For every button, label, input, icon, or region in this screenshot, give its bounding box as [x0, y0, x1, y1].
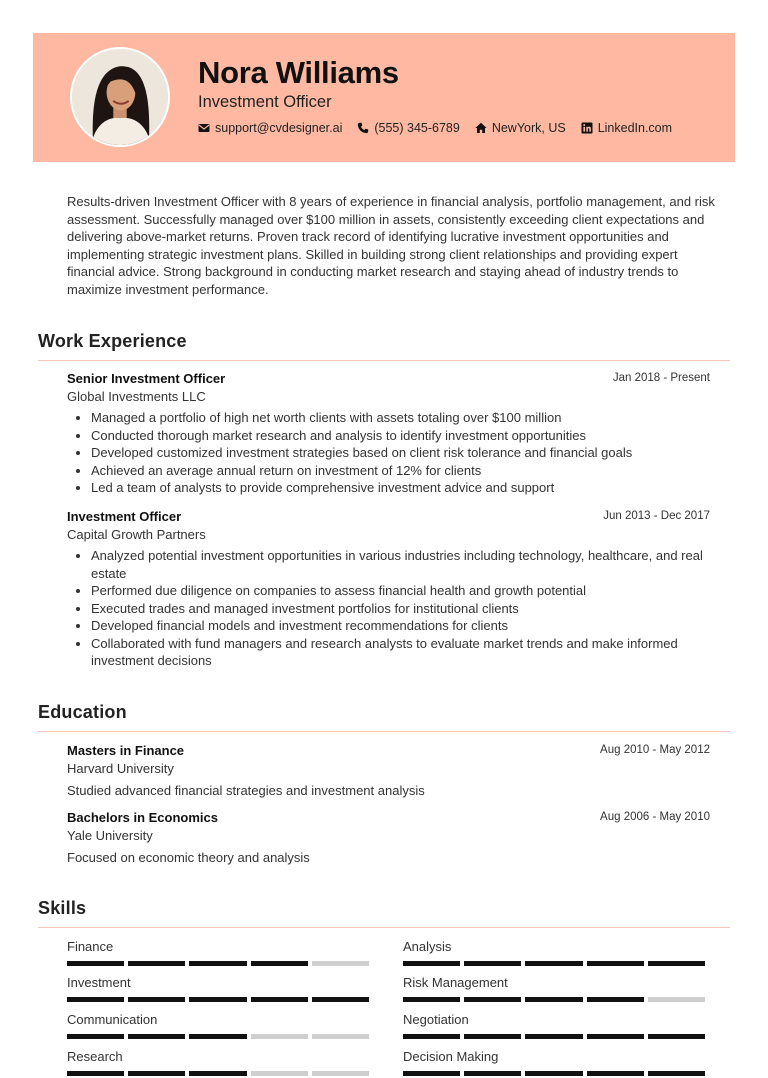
phone-icon: [357, 122, 369, 134]
education-entry: [67, 742, 710, 800]
job-bullet: • Executed trades and managed investment portfolios for institutional clients: [91, 600, 710, 618]
education-heading: Education: [38, 702, 127, 722]
job-title: Senior Investment Officer: [67, 371, 226, 386]
job-bullet: • Conducted thorough market research and analysis to identify investment opportunities: [91, 427, 710, 445]
job-bullet: • Performed due diligence on companies to assess financial health and growth potential: [91, 582, 710, 600]
job-entry: [67, 370, 710, 497]
skill-name: Investment: [67, 975, 131, 990]
skill-level-segment: [403, 1034, 460, 1039]
contact-location[interactable]: [475, 121, 566, 135]
job-bullet: • Managed a portfolio of high net worth clients with assets totaling over $100 million: [91, 409, 710, 427]
skill-level-bar: [67, 1034, 373, 1039]
school-name: Harvard University: [67, 761, 174, 776]
skill-level-segment: [525, 1071, 582, 1076]
contact-location-text: NewYork, US: [491, 121, 566, 135]
job-company: Global Investments LLC: [67, 389, 206, 404]
skill-name: Risk Management: [403, 975, 508, 990]
school-name: Yale University: [67, 828, 153, 843]
job-bullet: • Led a team of analysts to provide comprehensive investment advice and support: [91, 479, 710, 497]
skill-item: [67, 939, 373, 966]
skill-name: Communication: [67, 1012, 158, 1027]
education-entry: [67, 809, 710, 867]
skill-item: [403, 1012, 709, 1039]
section-divider: [38, 927, 730, 928]
skill-level-segment: [251, 997, 308, 1002]
skills-heading: Skills: [38, 898, 87, 918]
degree-title: Bachelors in Economics: [67, 810, 218, 825]
skill-level-bar: [403, 997, 709, 1002]
skill-level-segment: [648, 961, 705, 966]
job-bullet: • Developed financial models and investment recommendations for clients: [91, 617, 710, 635]
skill-level-segment: [128, 1071, 185, 1076]
job-bullets: [67, 547, 710, 670]
section-divider: [38, 360, 730, 361]
education-description: Focused on economic theory and analysis: [67, 850, 310, 865]
education-dates: Aug 2010 - May 2012: [600, 744, 710, 756]
skill-name: Research: [67, 1049, 123, 1064]
skill-name: Negotiation: [403, 1012, 469, 1027]
skill-level-segment: [67, 997, 124, 1002]
skill-level-segment: [251, 1034, 308, 1039]
skill-name: Decision Making: [403, 1049, 499, 1064]
contact-linkedin-text: LinkedIn.com: [597, 121, 673, 135]
skill-level-segment: [312, 1071, 369, 1076]
skill-level-segment: [587, 997, 644, 1002]
skill-level-bar: [67, 961, 373, 966]
skill-level-bar: [67, 997, 373, 1002]
job-entry: [67, 508, 710, 670]
job-dates: Jan 2018 - Present: [612, 372, 710, 384]
profile-photo: [70, 47, 170, 147]
skill-level-segment: [128, 997, 185, 1002]
skill-level-segment: [128, 1034, 185, 1039]
candidate-title: Investment Officer: [198, 93, 332, 111]
skill-item: [403, 1049, 709, 1076]
skill-level-segment: [525, 961, 582, 966]
skill-level-segment: [464, 1034, 521, 1039]
resume-header: [33, 33, 735, 162]
skill-level-segment: [587, 1071, 644, 1076]
skill-level-segment: [312, 1034, 369, 1039]
skill-level-segment: [189, 961, 246, 966]
contact-linkedin[interactable]: [581, 121, 672, 135]
contact-email-text: support@cvdesigner.ai: [215, 121, 343, 135]
contact-phone-text: (555) 345-6789: [374, 121, 460, 135]
degree-title: Masters in Finance: [67, 743, 185, 758]
skill-level-segment: [648, 1071, 705, 1076]
skill-level-bar: [403, 961, 709, 966]
skill-level-bar: [67, 1071, 373, 1076]
skill-level-segment: [464, 997, 521, 1002]
skill-level-segment: [189, 997, 246, 1002]
profile-summary: Results-driven Investment Officer with 8 years of experience in financial analysis, portfolio management, and risk assessment. Successfully managed over $100 million in assets, consistently exceeding client expectations and delivering above-market returns. Proven track record of identifying lucrative investment opportunities and implementing strategic investment plans. Skilled in building strong client relationships and providing expert financial advice. Strong background in conducting market research and staying ahead of industry trends to maximize investment performance.: [67, 194, 715, 297]
skill-item: [403, 975, 709, 1002]
contact-row: [198, 121, 687, 135]
skill-level-bar: [403, 1071, 709, 1076]
skill-item: [403, 939, 709, 966]
skill-level-segment: [648, 1034, 705, 1039]
skill-level-segment: [587, 1034, 644, 1039]
skill-level-segment: [464, 1071, 521, 1076]
job-bullet: • Developed customized investment strategies based on client risk tolerance and financial goals: [91, 444, 710, 462]
skill-level-segment: [464, 961, 521, 966]
envelope-icon: [198, 122, 210, 134]
skill-item: [67, 975, 373, 1002]
skill-name: Finance: [67, 939, 114, 954]
skill-level-segment: [67, 961, 124, 966]
home-icon: [475, 122, 487, 134]
job-bullet: • Analyzed potential investment opportunities in various industries including technology, healthcare, and real estate: [91, 547, 710, 582]
skill-level-segment: [251, 961, 308, 966]
education-dates: Aug 2006 - May 2010: [600, 811, 710, 823]
skill-level-segment: [403, 997, 460, 1002]
skill-level-bar: [403, 1034, 709, 1039]
skill-level-segment: [251, 1071, 308, 1076]
job-bullet: • Achieved an average annual return on investment of 12% for clients: [91, 462, 710, 480]
skill-level-segment: [525, 997, 582, 1002]
skill-level-segment: [525, 1034, 582, 1039]
skill-level-segment: [312, 961, 369, 966]
section-divider: [38, 731, 730, 732]
job-bullet: • Collaborated with fund managers and research analysts to evaluate market trends and make informed investment decisions: [91, 635, 710, 670]
skill-level-segment: [67, 1034, 124, 1039]
skill-level-segment: [67, 1071, 124, 1076]
skill-level-segment: [128, 961, 185, 966]
skill-level-segment: [312, 997, 369, 1002]
job-dates: Jun 2013 - Dec 2017: [603, 510, 710, 522]
skill-level-segment: [403, 961, 460, 966]
contact-phone[interactable]: [357, 121, 459, 135]
work-experience-heading: Work Experience: [38, 331, 187, 351]
skill-item: [67, 1012, 373, 1039]
linkedin-icon: [581, 122, 593, 134]
skill-item: [67, 1049, 373, 1076]
skill-level-segment: [189, 1071, 246, 1076]
contact-email[interactable]: [198, 121, 342, 135]
candidate-name: Nora Williams: [198, 55, 399, 90]
education-description: Studied advanced financial strategies and investment analysis: [67, 783, 425, 798]
job-title: Investment Officer: [67, 509, 182, 524]
job-company: Capital Growth Partners: [67, 527, 206, 542]
skill-level-segment: [189, 1034, 246, 1039]
skill-level-segment: [648, 997, 705, 1002]
skill-level-segment: [587, 961, 644, 966]
profile-photo-image: [72, 49, 168, 145]
job-bullets: [67, 409, 710, 497]
skill-level-segment: [403, 1071, 460, 1076]
skill-name: Analysis: [403, 939, 452, 954]
